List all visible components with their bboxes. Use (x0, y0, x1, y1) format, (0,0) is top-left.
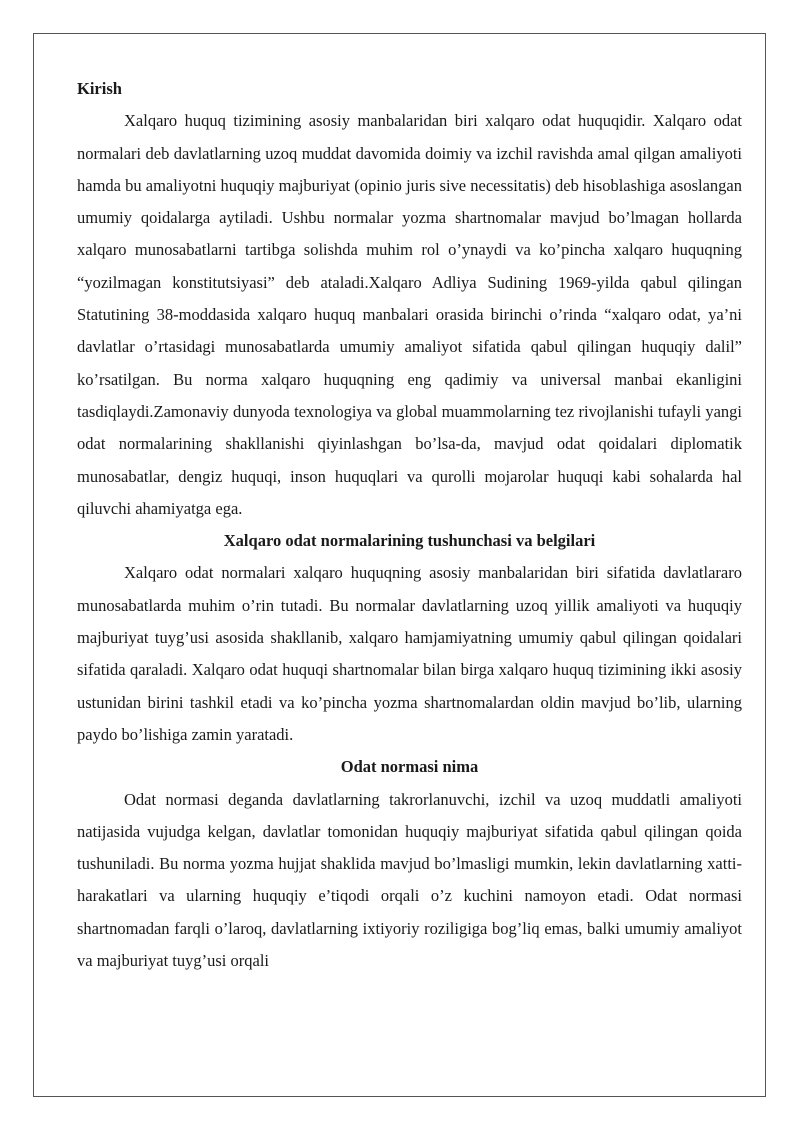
intro-paragraph: Xalqaro huquq tizimining asosiy manbalaridan biri xalqaro odat huquqidir. Xalqaro odat normalari deb davlatlarning uzoq muddat davomida doimiy va izchil ravishda amal qilgan amaliyoti hamda bu amaliyotni huquqiy majburiyat (opinio juris sive necessitatis) deb hisoblashiga asoslangan umumiy qoidalarga aytiladi. Ushbu normalar yozma shartnomalar mavjud bo’lmagan hollarda xalqaro munosabatlarni tartibga solishda muhim rol o’ynaydi va ko’pincha xalqaro huquqning “yozilmagan konstitutsiyasi” deb ataladi.Xalqaro Adliya Sudining 1969-yilda qabul qilingan Statutining 38-moddasida xalqaro huquq manbalari orasida birinchi o’rinda “xalqaro odat, ya’ni davlatlar o’rtasidagi munosabatlarda umumiy amaliyot sifatida qabul qilingan huquqiy dalil” ko’rsatilgan. Bu norma xalqaro huquqning eng qadimiy va universal manbai ekanligini tasdiqlaydi.Zamonaviy dunyoda texnologiya va global muammolarning tez rivojlanishi tufayli yangi odat normalarining shakllanishi qiyinlashgan bo’lsa-da, mavjud odat qoidalari diplomatik munosabatlar, dengiz huquqi, inson huquqlari va qurolli mojarolar huquqi kabi sohalarda hal qiluvchi ahamiyatga ega. (77, 111, 742, 518)
intro-heading: Kirish (77, 79, 122, 98)
document-body (77, 73, 742, 977)
section-heading-definition: Odat normasi nima (340, 757, 479, 777)
section-paragraph-concept: Xalqaro odat normalari xalqaro huquqning asosiy manbalaridan biri sifatida davlatlararo munosabatlarda muhim o’rin tutadi. Bu normalar davlatlarning uzoq yillik amaliyoti va huquqiy majburiyat tuyg’usi asosida shakllanib, xalqaro hamjamiyatning umumiy qabul qilingan qoidalari sifatida qaraladi. Xalqaro odat huquqi shartnomalar bilan birga xalqaro huquq tizimining ikki asosiy ustunidan birini tashkil etadi va ko’pincha yozma shartnomalardan oldin mavjud bo’lib, ularning paydo bo’lishiga zamin yaratadi. (77, 563, 742, 744)
section-heading-concept: Xalqaro odat normalarining tushunchasi va belgilari (223, 531, 596, 551)
section-paragraph-definition: Odat normasi deganda davlatlarning takrorlanuvchi, izchil va uzoq muddatli amaliyoti natijasida vujudga kelgan, davlatlar tomonidan huquqiy majburiyat sifatida qabul qilingan qoida tushuniladi. Bu norma yozma hujjat shaklida mavjud bo’lmasligi mumkin, lekin davlatlarning xatti-harakatlari va ularning huquqiy e’tiqodi orqali o’z kuchini namoyon etadi. Odat normasi shartnomadan farqli o’laroq, davlatlarning ixtiyoriy roziligiga bog’liq emas, balki umumiy amaliyot va majburiyat tuyg’usi orqali (77, 789, 742, 971)
